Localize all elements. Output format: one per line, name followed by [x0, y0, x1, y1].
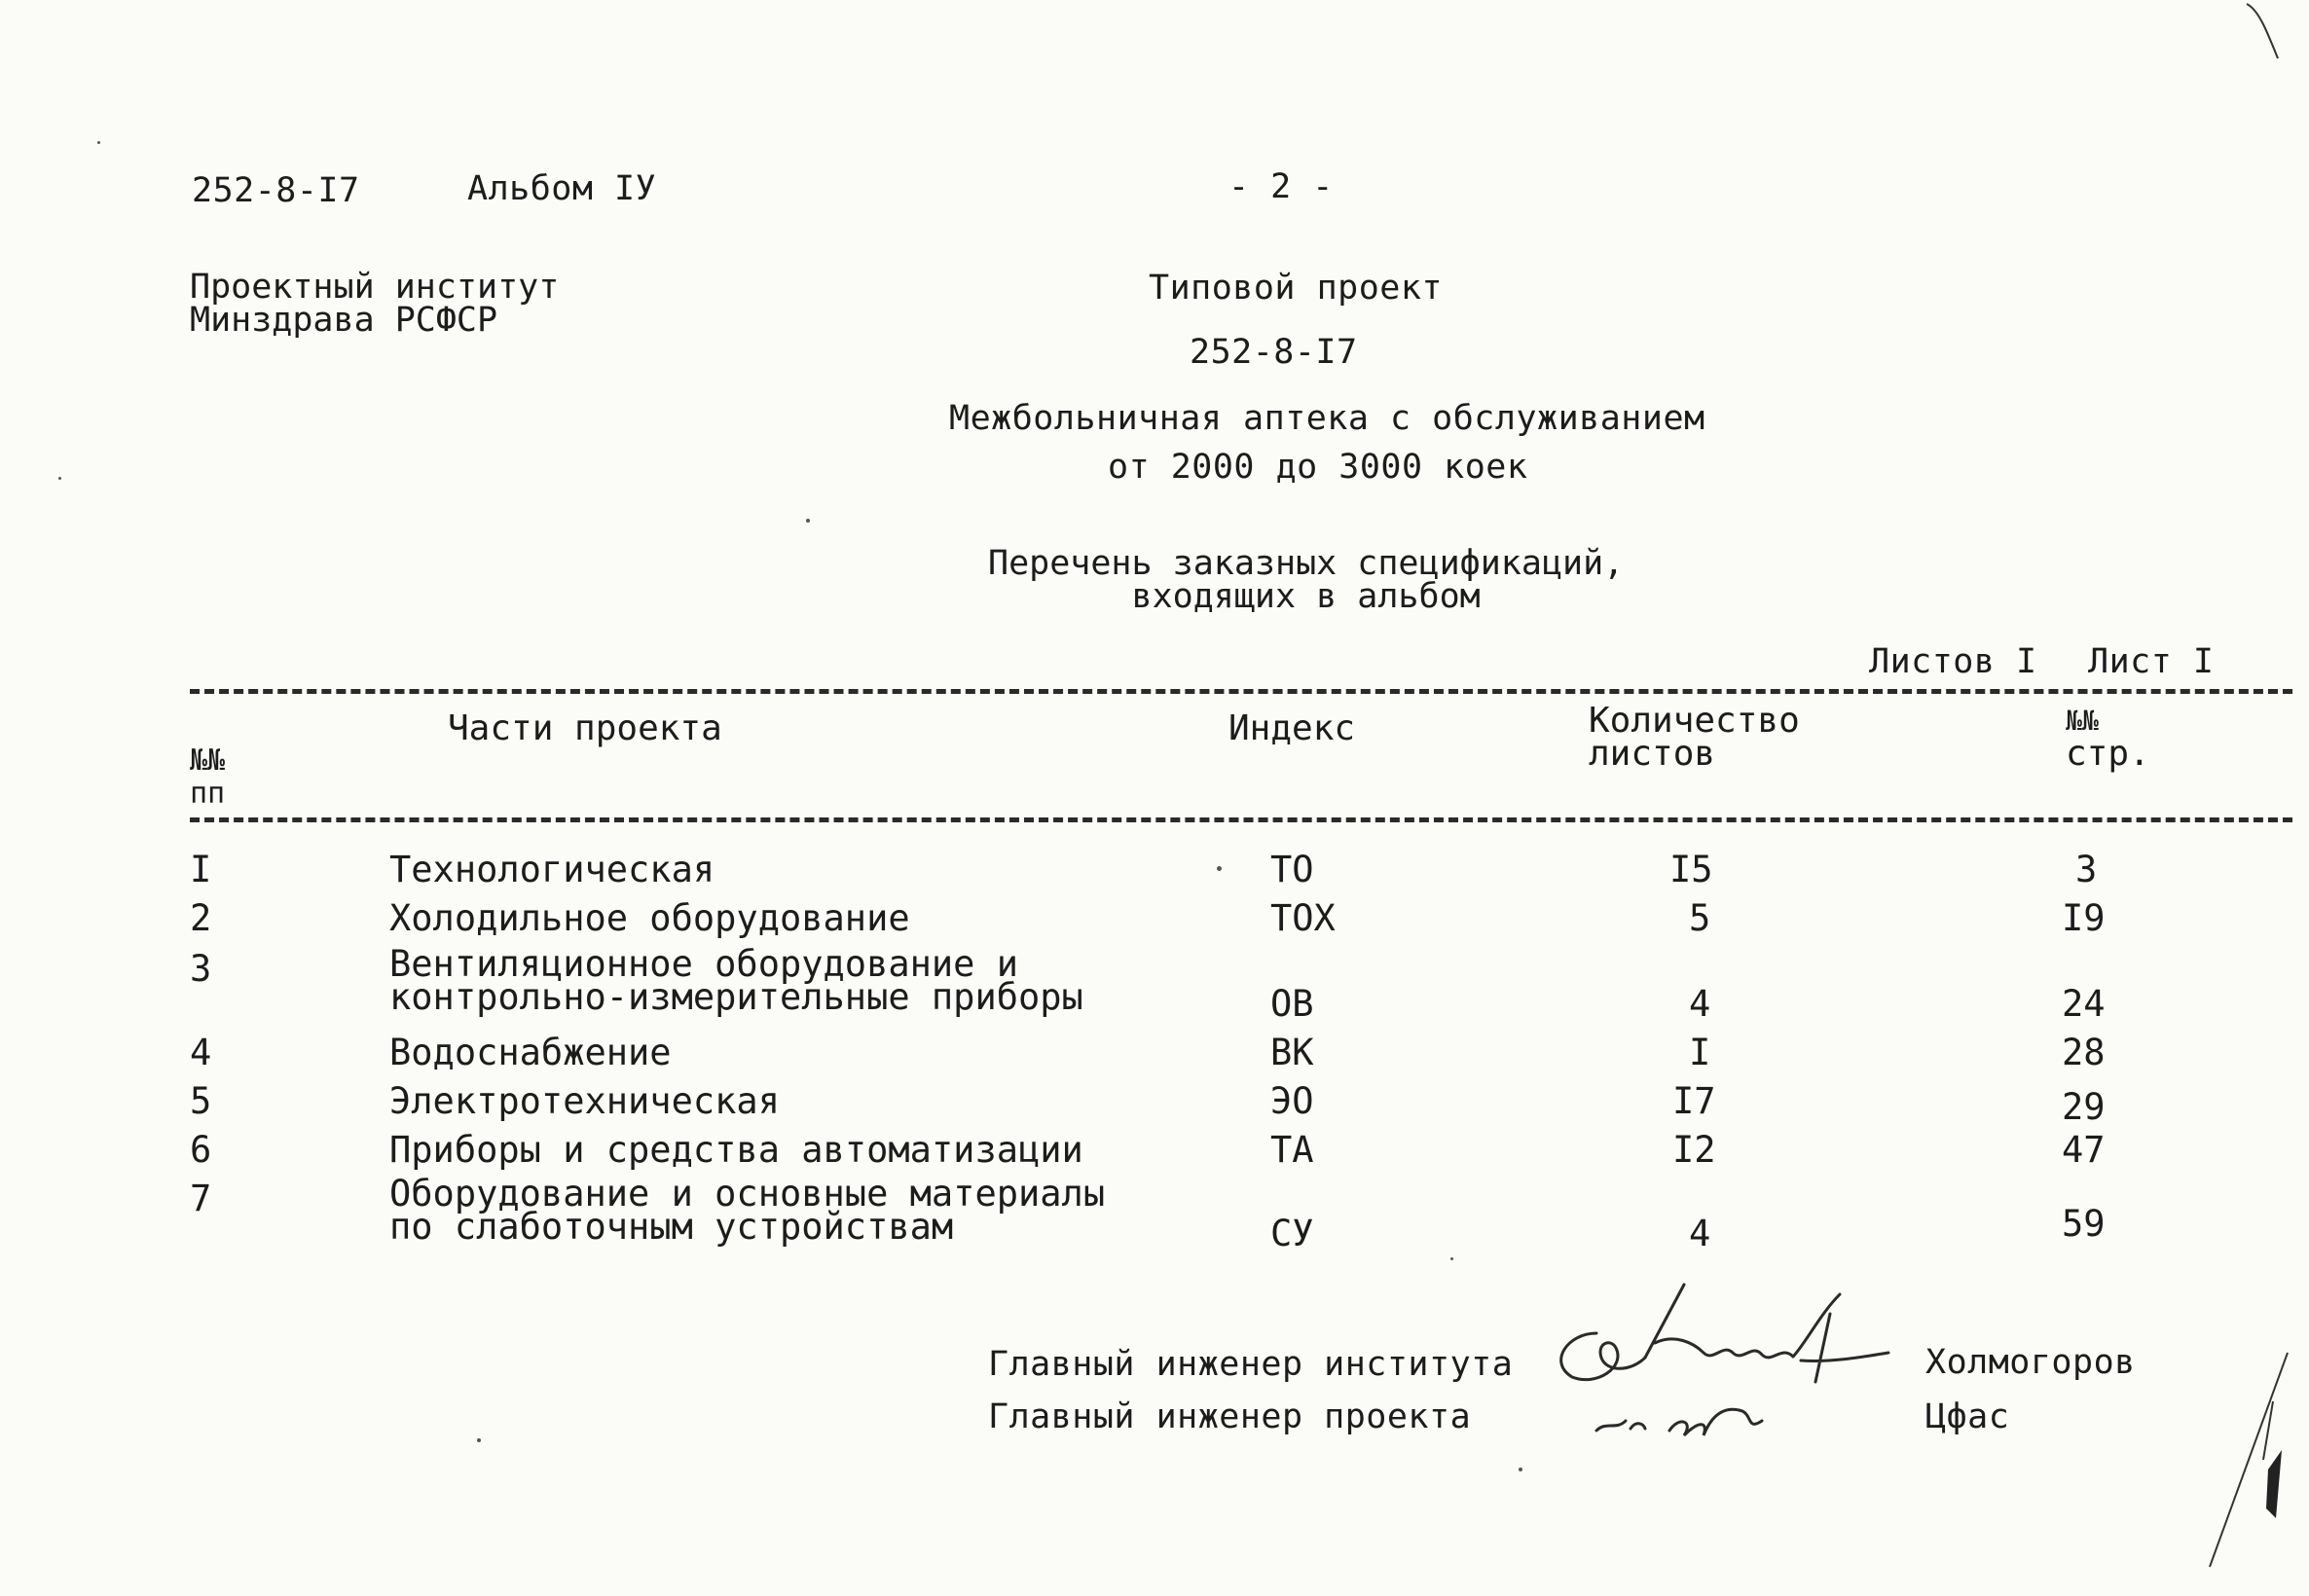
list-title-line-2: входящих в альбом — [1131, 577, 1481, 616]
margin-pencil-mark — [2200, 1343, 2297, 1577]
row-page: 59 — [2062, 1203, 2106, 1245]
row-page: 3 — [2075, 849, 2098, 890]
row-part: Технологическая — [389, 849, 715, 890]
page-number: - 2 - — [1228, 167, 1334, 206]
row-number: 2 — [190, 897, 212, 939]
header-page: №№ стр. — [2066, 705, 2150, 774]
row-part: Электротехническая — [389, 1080, 780, 1122]
scan-speck — [806, 519, 810, 523]
row-number: 4 — [190, 1032, 212, 1073]
album-label: Альбом IУ — [467, 169, 657, 208]
row-index: ЭО — [1270, 1080, 1314, 1122]
name-chief-engineer-institute: Холмогоров — [1925, 1343, 2136, 1382]
row-quantity: I5 — [1669, 849, 1713, 890]
header-number: №№ пп — [190, 744, 226, 811]
row-quantity: 4 — [1689, 1213, 1711, 1254]
row-quantity: 4 — [1689, 983, 1711, 1025]
scan-speck — [1450, 1257, 1453, 1260]
institute-line-2: Минздрава РСФСР — [190, 301, 498, 340]
table-row — [0, 1173, 2309, 1255]
table-top-rule — [190, 689, 2292, 694]
name-chief-engineer-project: Цфас — [1925, 1397, 2010, 1436]
header-quantity: Количество листов — [1589, 701, 1800, 774]
row-page: 29 — [2062, 1086, 2106, 1128]
row-part: Приборы и средства автоматизации — [389, 1129, 1083, 1171]
row-number: 6 — [190, 1129, 212, 1171]
row-part: Оборудование и основные материалы по слаботочным устройствам — [389, 1173, 1106, 1248]
row-number: 3 — [190, 948, 212, 990]
institute-line-1: Проектный институт — [190, 268, 560, 307]
row-number: 5 — [190, 1080, 212, 1122]
list-title-line-1: Перечень заказных спецификаций, — [988, 544, 1625, 583]
list-title — [988, 544, 1625, 616]
project-title-line-1: Межбольничная аптека с обслуживанием — [949, 399, 1705, 438]
row-index: ТО — [1270, 849, 1314, 890]
institute-block — [190, 268, 560, 340]
scan-speck — [97, 141, 100, 144]
role-chief-engineer-institute: Главный инженер института — [988, 1345, 1514, 1384]
row-page: I9 — [2062, 897, 2106, 939]
row-quantity: I — [1689, 1032, 1711, 1073]
row-part: Вентиляционное оборудование и контрольно-измерительные приборы — [389, 943, 1083, 1018]
handwritten-signature — [1538, 1275, 1927, 1450]
sheets-total: Листов I — [1869, 642, 2037, 681]
scan-speck — [58, 477, 61, 480]
row-index: ОВ — [1270, 983, 1314, 1025]
table-header-rule — [190, 817, 2292, 822]
row-page: 28 — [2062, 1032, 2106, 1073]
role-chief-engineer-project: Главный инженер проекта — [988, 1397, 1472, 1436]
row-quantity: 5 — [1689, 897, 1711, 939]
project-code: 252-8-I7 — [1190, 333, 1358, 372]
row-part: Холодильное оборудование — [389, 897, 910, 939]
row-index: СУ — [1270, 1213, 1314, 1254]
row-page: 24 — [2062, 983, 2106, 1025]
row-page: 47 — [2062, 1129, 2106, 1171]
table-row — [0, 897, 2309, 956]
table-row — [0, 943, 2309, 1026]
row-number: 7 — [190, 1178, 212, 1219]
document-code: 252-8-I7 — [192, 171, 360, 210]
row-index: ТОХ — [1270, 897, 1336, 939]
row-quantity: I2 — [1672, 1129, 1716, 1171]
project-title-line-2: от 2000 до 3000 коек — [1108, 448, 1528, 487]
header-index: Индекс — [1228, 708, 1356, 748]
header-part: Части проекта — [448, 708, 722, 748]
row-quantity: I7 — [1672, 1080, 1716, 1122]
scan-speck — [1217, 866, 1222, 871]
row-index: ВК — [1270, 1032, 1314, 1073]
corner-mark — [2239, 0, 2309, 97]
scan-speck — [477, 1438, 481, 1442]
row-part: Водоснабжение — [389, 1032, 672, 1073]
row-number: I — [190, 849, 212, 890]
project-type: Типовой проект — [1149, 269, 1444, 308]
sheet-number: Лист I — [2088, 642, 2215, 681]
scan-speck — [1519, 1468, 1522, 1471]
row-index: ТА — [1270, 1129, 1314, 1171]
